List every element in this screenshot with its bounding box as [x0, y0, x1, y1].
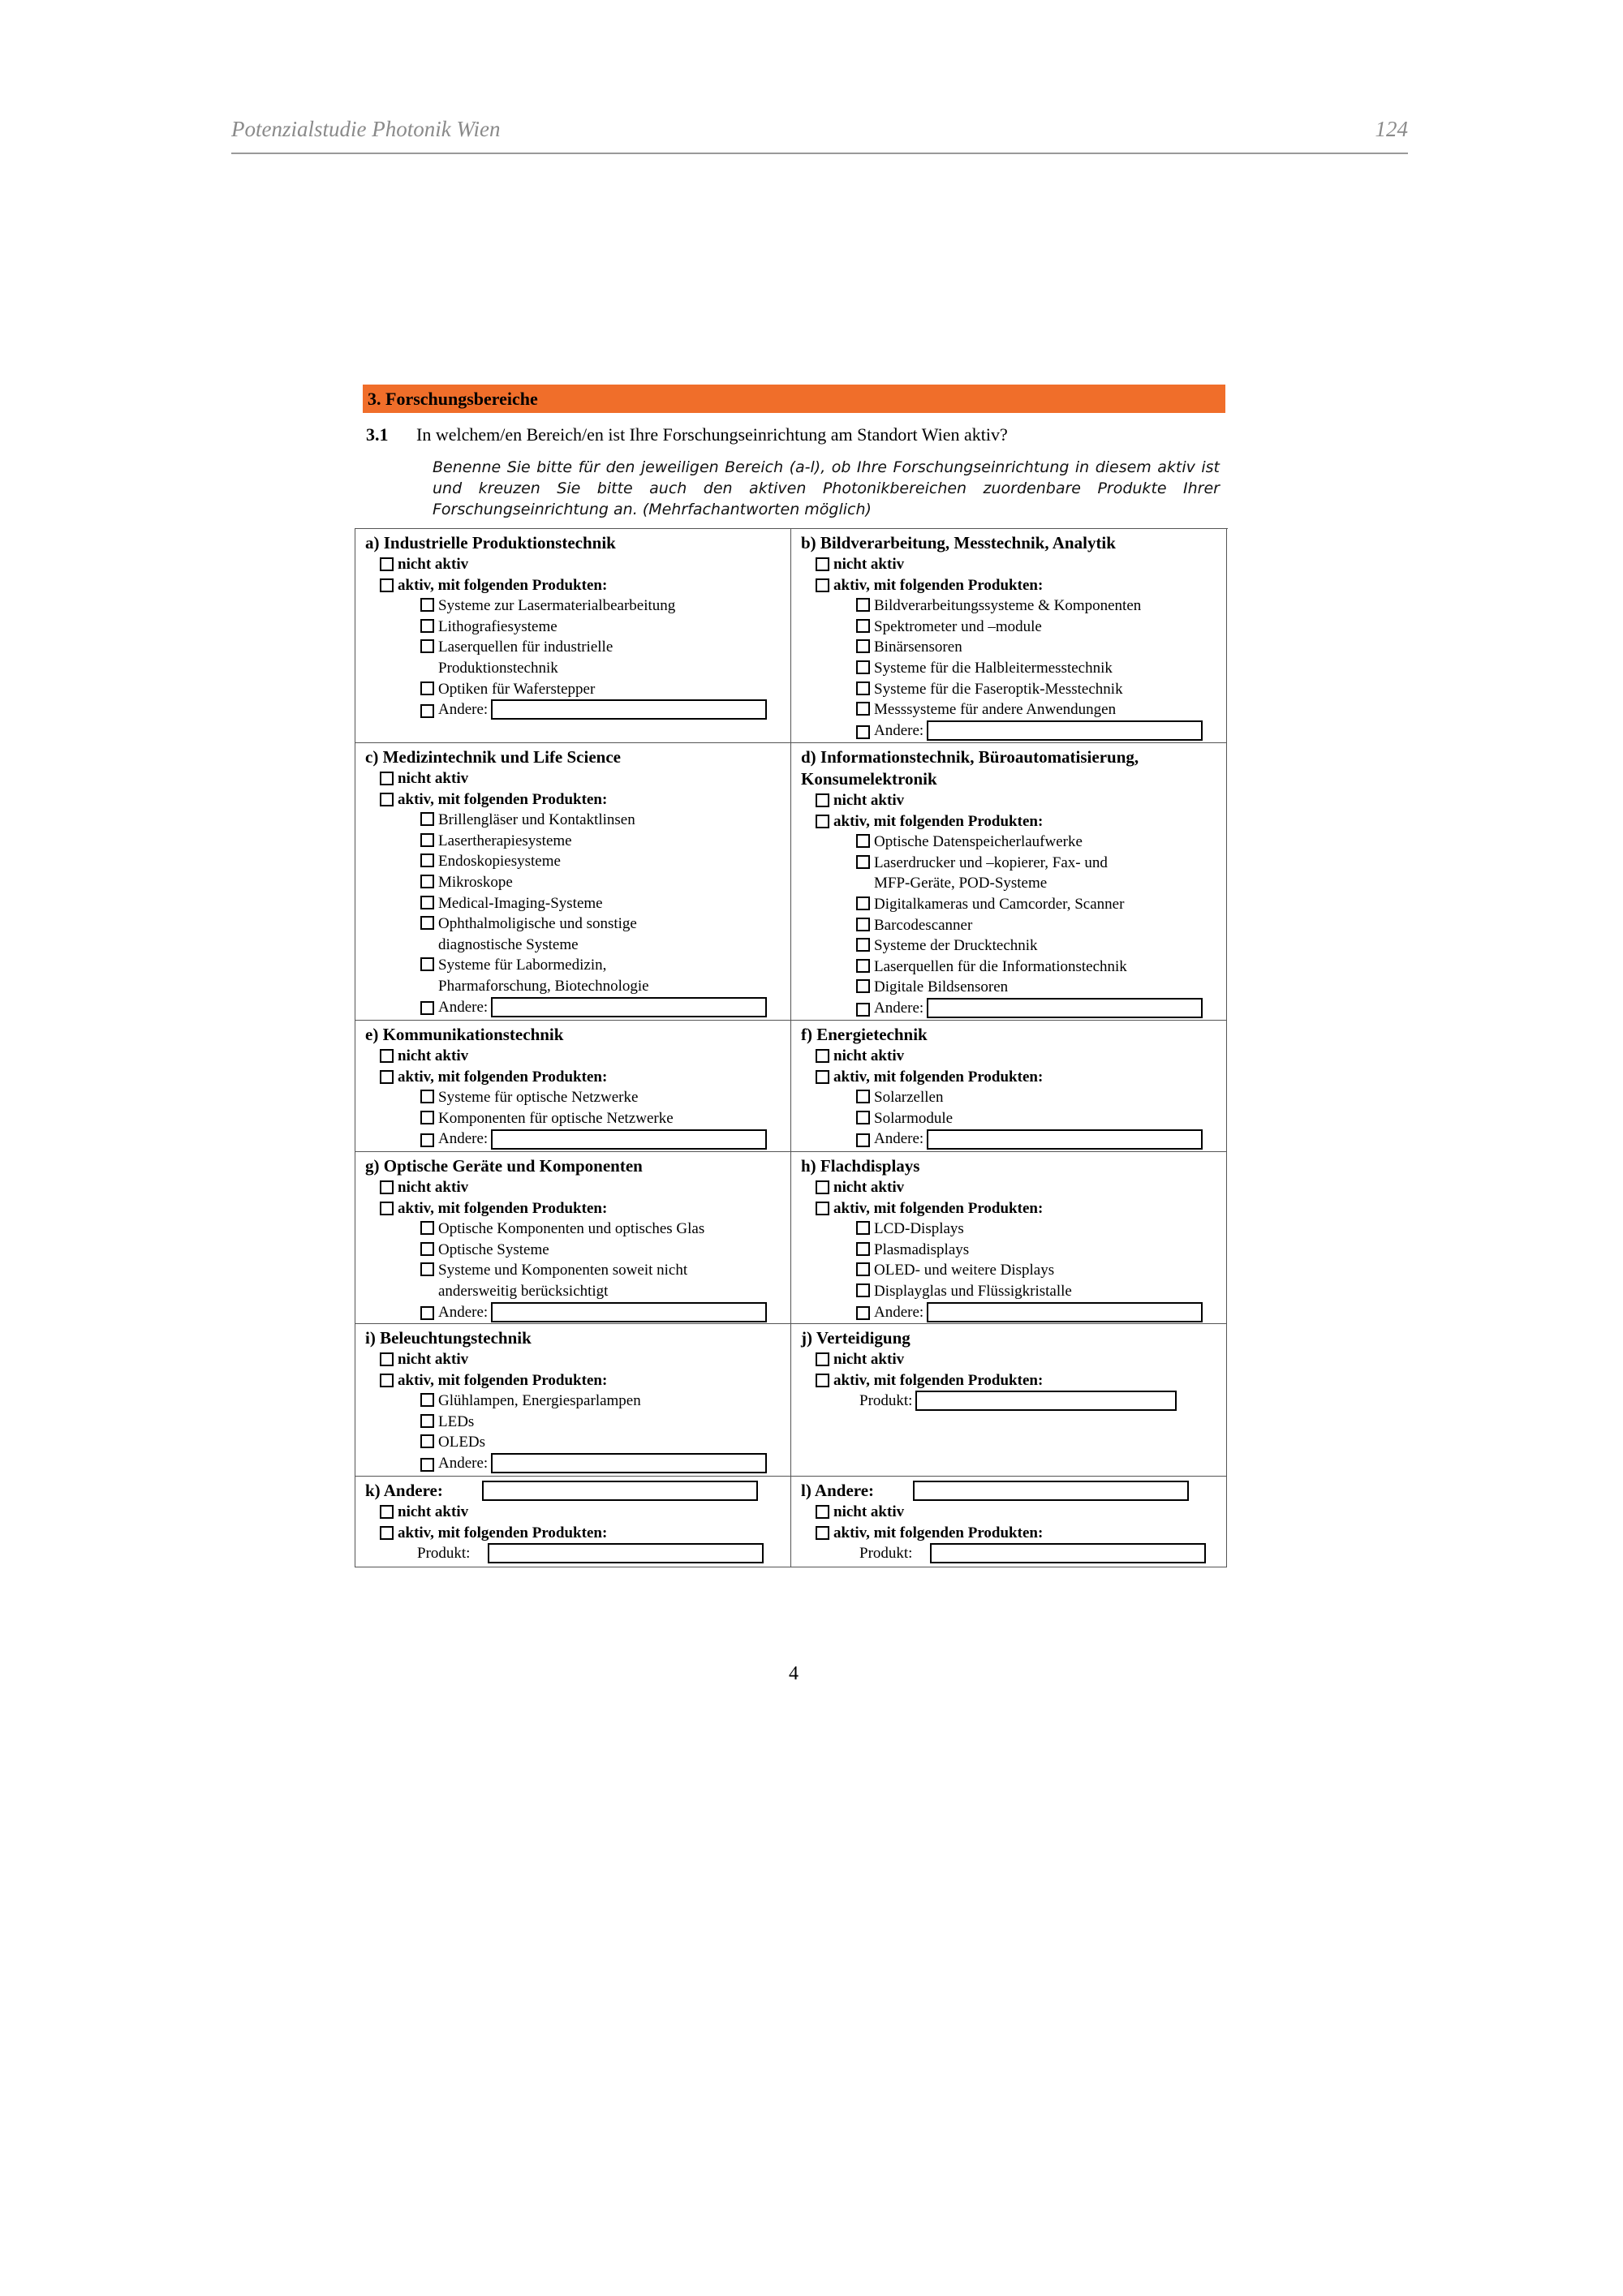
checkbox[interactable]	[856, 598, 870, 612]
checkbox[interactable]	[380, 772, 394, 785]
product-label: LEDs	[438, 1412, 475, 1430]
option-label: aktiv, mit folgenden Produkten:	[833, 1199, 1044, 1217]
other-option[interactable]	[420, 699, 784, 720]
section-title: 3. Forschungsbereiche	[363, 385, 1225, 413]
product-option[interactable]	[856, 915, 1220, 936]
other-input[interactable]	[927, 720, 1203, 741]
header-title: Potenzialstudie Photonik Wien	[231, 117, 501, 141]
product-option[interactable]	[856, 1219, 1220, 1240]
product-option[interactable]	[856, 679, 1220, 700]
cell-title: c) Medizintechnik und Life Science	[365, 747, 621, 767]
cell-title: i) Beleuchtungstechnik	[365, 1328, 532, 1348]
checkbox[interactable]	[420, 916, 434, 930]
checkbox[interactable]	[856, 979, 870, 993]
checkbox[interactable]	[856, 702, 870, 716]
checkbox[interactable]	[816, 578, 829, 592]
product-option[interactable]	[856, 595, 1220, 617]
checkbox[interactable]	[856, 639, 870, 653]
product-row	[859, 1543, 1220, 1564]
product-option[interactable]	[420, 1240, 784, 1261]
cell-d	[791, 743, 1227, 1021]
product-label: Spektrometer und –module	[874, 617, 1042, 635]
cell-i	[355, 1324, 791, 1477]
product-label: Systeme für Labormedizin,	[438, 957, 607, 974]
option-active[interactable]	[380, 1523, 784, 1544]
product-label: Laserquellen für die Informationstechnik	[874, 957, 1127, 975]
product-option[interactable]	[420, 1108, 784, 1129]
product-label: Ophthalmoligische und sonstige	[438, 915, 637, 933]
product-label: Produkt:	[859, 1545, 913, 1563]
option-active[interactable]	[816, 1523, 1220, 1544]
other-option[interactable]	[420, 1453, 784, 1474]
checkbox[interactable]	[420, 853, 434, 867]
option-label: nicht aktiv	[833, 1351, 905, 1368]
checkbox[interactable]	[420, 1221, 434, 1235]
product-option[interactable]	[420, 1412, 784, 1433]
product-label-continued: diagnostische Systeme	[438, 935, 579, 953]
answer-grid	[355, 528, 1228, 1567]
checkbox[interactable]	[420, 1111, 434, 1124]
product-label: Digitalkameras und Camcorder, Scanner	[874, 895, 1125, 913]
product-label: Glühlampen, Energiesparlampen	[438, 1392, 641, 1410]
checkbox[interactable]	[856, 1221, 870, 1235]
other-input[interactable]	[927, 1129, 1203, 1150]
product-option[interactable]	[856, 1240, 1220, 1261]
option-not-active[interactable]	[816, 1046, 1220, 1067]
option-label: nicht aktiv	[398, 556, 469, 573]
cell-title: l) Andere:	[801, 1481, 875, 1500]
option-label: aktiv, mit folgenden Produkten:	[833, 1068, 1044, 1086]
product-label: Plasmadisplays	[874, 1240, 970, 1258]
product-option[interactable]	[856, 637, 1220, 658]
checkbox[interactable]	[856, 1306, 870, 1320]
cell-g	[355, 1152, 791, 1324]
product-label: Endoskopiesysteme	[438, 853, 561, 871]
other-label: Andere:	[438, 1303, 489, 1321]
product-label: Messsysteme für andere Anwendungen	[874, 701, 1117, 719]
other-input[interactable]	[927, 998, 1203, 1018]
question	[366, 424, 1225, 445]
checkbox[interactable]	[856, 1262, 870, 1276]
checkbox[interactable]	[856, 918, 870, 931]
other-option[interactable]	[856, 720, 1220, 742]
product-row	[859, 1391, 1220, 1412]
product-label: Laserquellen für industrielle	[438, 638, 613, 656]
product-option[interactable]	[856, 1108, 1220, 1129]
product-label-continued: Pharmaforschung, Biotechnologie	[438, 977, 649, 995]
checkbox[interactable]	[380, 1049, 394, 1063]
cell-title: j) Verteidigung	[801, 1328, 911, 1348]
cell-b	[791, 529, 1227, 743]
cell-a	[355, 529, 791, 743]
other-option[interactable]	[856, 998, 1220, 1019]
cell-title: d) Informationstechnik, Büroautomatisierung,	[801, 747, 1139, 767]
checkbox[interactable]	[420, 598, 434, 612]
option-active[interactable]	[816, 811, 1220, 832]
checkbox[interactable]	[380, 793, 394, 806]
product-option[interactable]	[420, 1391, 784, 1412]
checkbox[interactable]	[420, 833, 434, 847]
option-label: aktiv, mit folgenden Produkten:	[398, 1371, 608, 1389]
product-label: Lithografiesysteme	[438, 617, 558, 635]
product-label: LCD-Displays	[874, 1220, 964, 1238]
checkbox[interactable]	[420, 639, 434, 653]
product-option[interactable]	[420, 637, 784, 658]
option-not-active[interactable]	[380, 554, 784, 575]
product-label: Systeme zur Lasermaterialbearbeitung	[438, 597, 676, 615]
option-label: nicht aktiv	[398, 1179, 469, 1196]
checkbox[interactable]	[816, 1352, 829, 1366]
cell-title: g) Optische Geräte und Komponenten	[365, 1156, 643, 1176]
product-option[interactable]	[856, 617, 1220, 638]
product-option[interactable]	[420, 955, 784, 976]
product-option[interactable]	[420, 1260, 784, 1281]
option-active[interactable]	[816, 575, 1220, 596]
other-label: Andere:	[874, 1303, 924, 1321]
other-option[interactable]	[420, 1129, 784, 1150]
cell-title: f) Energietechnik	[801, 1025, 928, 1044]
option-label: aktiv, mit folgenden Produkten:	[398, 790, 608, 808]
option-not-active[interactable]	[380, 1177, 784, 1198]
product-label: Optische Komponenten und optisches Glas	[438, 1220, 705, 1238]
cell-c	[355, 743, 791, 1021]
checkbox[interactable]	[816, 1049, 829, 1063]
option-not-active[interactable]	[816, 554, 1220, 575]
product-label: Lasertherapiesysteme	[438, 832, 572, 849]
product-option[interactable]	[420, 679, 784, 700]
checkbox[interactable]	[380, 1202, 394, 1215]
cell-e	[355, 1021, 791, 1152]
checkbox[interactable]	[816, 1505, 829, 1519]
option-active[interactable]	[380, 1370, 784, 1391]
product-label-continued: Produktionstechnik	[438, 659, 558, 677]
option-label: nicht aktiv	[833, 792, 905, 809]
other-input[interactable]	[491, 1302, 767, 1322]
checkbox[interactable]	[816, 1070, 829, 1084]
checkbox[interactable]	[856, 1090, 870, 1103]
option-not-active[interactable]	[380, 1502, 784, 1523]
product-label: Digitale Bildsensoren	[874, 978, 1009, 996]
option-label: nicht aktiv	[398, 770, 469, 787]
product-label: Optische Systeme	[438, 1240, 549, 1258]
product-option[interactable]	[856, 1087, 1220, 1108]
checkbox[interactable]	[380, 1180, 394, 1194]
other-label: Andere:	[438, 701, 489, 719]
product-label: Mikroskope	[438, 873, 513, 891]
product-label: Barcodescanner	[874, 916, 973, 934]
checkbox[interactable]	[816, 815, 829, 828]
cell-h	[791, 1152, 1227, 1324]
option-active[interactable]	[380, 789, 784, 810]
option-not-active[interactable]	[380, 1349, 784, 1370]
checkbox[interactable]	[420, 1306, 434, 1320]
product-label: Medical-Imaging-Systeme	[438, 894, 603, 912]
product-option[interactable]	[856, 957, 1220, 978]
product-option[interactable]	[420, 617, 784, 638]
checkbox[interactable]	[420, 1393, 434, 1407]
product-option[interactable]	[856, 977, 1220, 998]
checkbox[interactable]	[420, 1414, 434, 1428]
checkbox[interactable]	[380, 1070, 394, 1084]
product-label-continued: MFP-Geräte, POD-Systeme	[874, 875, 1048, 892]
checkbox[interactable]	[420, 1133, 434, 1147]
product-label: Systeme und Komponenten soweit nicht	[438, 1262, 688, 1279]
product-label: Optische Datenspeicherlaufwerke	[874, 833, 1083, 851]
product-label: Optiken für Waferstepper	[438, 680, 596, 698]
checkbox[interactable]	[856, 938, 870, 952]
product-label: Solarzellen	[874, 1089, 944, 1107]
checkbox[interactable]	[380, 578, 394, 592]
survey-form	[355, 385, 1225, 1567]
checkbox[interactable]	[856, 1242, 870, 1256]
cell-j	[791, 1324, 1227, 1477]
product-option[interactable]	[420, 595, 784, 617]
checkbox[interactable]	[856, 660, 870, 674]
checkbox[interactable]	[856, 1003, 870, 1017]
other-label: Andere:	[438, 998, 489, 1016]
option-not-active[interactable]	[816, 1349, 1220, 1370]
product-option[interactable]	[420, 810, 784, 831]
other-input[interactable]	[491, 1129, 767, 1150]
product-input[interactable]	[930, 1543, 1206, 1563]
product-label: Solarmodule	[874, 1109, 954, 1127]
option-label: aktiv, mit folgenden Produkten:	[398, 1524, 608, 1541]
cell-k	[355, 1477, 791, 1567]
option-active[interactable]	[380, 1067, 784, 1088]
product-option[interactable]	[856, 894, 1220, 915]
checkbox[interactable]	[816, 557, 829, 571]
checkbox[interactable]	[420, 1434, 434, 1448]
product-option[interactable]	[420, 1432, 784, 1453]
cell-title-continued: Konsumelektronik	[801, 769, 937, 789]
product-label: OLED- und weitere Displays	[874, 1262, 1055, 1279]
product-option[interactable]	[856, 1260, 1220, 1281]
product-label: Systeme für die Halbleitermesstechnik	[874, 659, 1113, 677]
checkbox[interactable]	[420, 875, 434, 888]
product-label: Produkt:	[859, 1392, 913, 1410]
option-label: aktiv, mit folgenden Produkten:	[398, 576, 608, 594]
product-row	[417, 1543, 784, 1564]
checkbox[interactable]	[420, 1001, 434, 1015]
cell-l	[791, 1477, 1227, 1567]
option-label: aktiv, mit folgenden Produkten:	[398, 1068, 608, 1086]
checkbox[interactable]	[420, 812, 434, 826]
product-label-continued: andersweitig berücksichtigt	[438, 1282, 609, 1300]
product-label: Bildverarbeitungssysteme & Komponenten	[874, 597, 1142, 615]
product-option[interactable]	[856, 853, 1220, 874]
other-input[interactable]	[491, 997, 767, 1017]
checkbox[interactable]	[856, 1283, 870, 1297]
cell-title: k) Andere:	[365, 1481, 443, 1500]
other-label: Andere:	[874, 1130, 924, 1148]
cell-title: h) Flachdisplays	[801, 1156, 920, 1176]
product-label: OLEDs	[438, 1434, 486, 1451]
checkbox[interactable]	[856, 1133, 870, 1147]
checkbox[interactable]	[816, 793, 829, 807]
product-label: Systeme für die Faseroptik-Messtechnik	[874, 680, 1123, 698]
product-label: Produkt:	[417, 1545, 471, 1563]
checkbox[interactable]	[420, 1262, 434, 1276]
other-label: Andere:	[874, 721, 924, 739]
option-active[interactable]	[380, 1198, 784, 1219]
checkbox[interactable]	[420, 896, 434, 909]
other-option[interactable]	[856, 1302, 1220, 1323]
question-instruction: Benenne Sie bitte für den jeweiligen Bereich (a-l), ob Ihre Forschungseinrichtung in diesem aktiv ist und kreuzen Sie bitte auch den aktiven Photonikbereichen zuordenbare Produkte Ihrer Forschungseinrichtung an. (Mehrfachantworten möglich)	[433, 458, 1220, 518]
product-option[interactable]	[856, 1281, 1220, 1302]
cell-title: e) Kommunikationstechnik	[365, 1025, 564, 1044]
other-input[interactable]	[927, 1302, 1203, 1322]
option-label: nicht aktiv	[833, 1047, 905, 1064]
checkbox[interactable]	[420, 1090, 434, 1103]
page-number: 4	[789, 1663, 799, 1684]
checkbox[interactable]	[380, 1374, 394, 1387]
option-active[interactable]	[380, 575, 784, 596]
question-text: In welchem/en Bereich/en ist Ihre Forschungseinrichtung am Standort Wien aktiv?	[416, 424, 1008, 445]
option-label: nicht aktiv	[833, 1503, 905, 1520]
checkbox[interactable]	[816, 1526, 829, 1540]
product-label: Brillengläser und Kontaktlinsen	[438, 811, 635, 829]
other-option[interactable]	[420, 1302, 784, 1323]
checkbox[interactable]	[816, 1180, 829, 1194]
other-input[interactable]	[491, 699, 767, 720]
checkbox[interactable]	[380, 1352, 394, 1366]
option-label: aktiv, mit folgenden Produkten:	[833, 1524, 1044, 1541]
checkbox[interactable]	[856, 1111, 870, 1124]
product-label: Displayglas und Flüssigkristalle	[874, 1282, 1072, 1300]
question-number: 3.1	[366, 424, 389, 445]
product-option[interactable]	[856, 658, 1220, 679]
option-not-active[interactable]	[816, 1177, 1220, 1198]
other-label: Andere:	[438, 1454, 489, 1472]
checkbox[interactable]	[816, 1202, 829, 1215]
option-not-active[interactable]	[380, 768, 784, 789]
option-not-active[interactable]	[816, 1502, 1220, 1523]
option-label: nicht aktiv	[398, 1047, 469, 1064]
option-label: nicht aktiv	[833, 1179, 905, 1196]
other-label: Andere:	[438, 1130, 489, 1148]
checkbox[interactable]	[856, 619, 870, 633]
checkbox[interactable]	[420, 681, 434, 695]
product-option[interactable]	[420, 1087, 784, 1108]
product-label: Laserdrucker und –kopierer, Fax- und	[874, 853, 1108, 871]
other-input[interactable]	[491, 1453, 767, 1473]
other-label: Andere:	[874, 999, 924, 1017]
area-name-input[interactable]	[482, 1481, 758, 1501]
cell-title: b) Bildverarbeitung, Messtechnik, Analytik	[801, 533, 1116, 553]
option-label: nicht aktiv	[398, 1351, 469, 1368]
product-label: Binärsensoren	[874, 638, 962, 656]
product-option[interactable]	[420, 831, 784, 852]
checkbox[interactable]	[816, 1374, 829, 1387]
other-option[interactable]	[856, 1129, 1220, 1150]
option-label: aktiv, mit folgenden Produkten:	[833, 812, 1044, 830]
cell-f	[791, 1021, 1227, 1152]
product-label: Systeme für optische Netzwerke	[438, 1089, 639, 1107]
option-label: aktiv, mit folgenden Produkten:	[833, 1371, 1044, 1389]
checkbox[interactable]	[856, 896, 870, 910]
checkbox[interactable]	[380, 1526, 394, 1540]
option-label: nicht aktiv	[398, 1503, 469, 1520]
checkbox[interactable]	[856, 959, 870, 973]
product-input[interactable]	[488, 1543, 764, 1563]
product-option[interactable]	[420, 872, 784, 893]
product-option[interactable]	[420, 914, 784, 935]
option-not-active[interactable]	[380, 1046, 784, 1067]
product-label: Systeme der Drucktechnik	[874, 937, 1038, 955]
checkbox[interactable]	[856, 725, 870, 739]
option-active[interactable]	[816, 1067, 1220, 1088]
cell-title: a) Industrielle Produktionstechnik	[365, 533, 616, 553]
other-option[interactable]	[420, 997, 784, 1018]
product-label: Komponenten für optische Netzwerke	[438, 1109, 674, 1127]
product-option[interactable]	[420, 1219, 784, 1240]
option-active[interactable]	[816, 1198, 1220, 1219]
checkbox[interactable]	[856, 855, 870, 869]
checkbox[interactable]	[856, 834, 870, 848]
checkbox[interactable]	[420, 1242, 434, 1256]
checkbox[interactable]	[420, 957, 434, 971]
option-active[interactable]	[816, 1370, 1220, 1391]
option-label: aktiv, mit folgenden Produkten:	[833, 576, 1044, 594]
checkbox[interactable]	[420, 619, 434, 633]
checkbox[interactable]	[420, 704, 434, 718]
area-name-input[interactable]	[913, 1481, 1189, 1501]
header-page-number: 124	[1375, 117, 1408, 141]
checkbox[interactable]	[856, 681, 870, 695]
product-option[interactable]	[420, 893, 784, 914]
product-input[interactable]	[915, 1391, 1177, 1411]
option-label: aktiv, mit folgenden Produkten:	[398, 1199, 608, 1217]
option-label: nicht aktiv	[833, 556, 905, 573]
product-option[interactable]	[420, 851, 784, 872]
product-option[interactable]	[856, 832, 1220, 853]
product-option[interactable]	[856, 935, 1220, 957]
checkbox[interactable]	[380, 557, 394, 571]
checkbox[interactable]	[380, 1505, 394, 1519]
checkbox[interactable]	[420, 1458, 434, 1472]
product-option[interactable]	[856, 699, 1220, 720]
option-not-active[interactable]	[816, 790, 1220, 811]
page-header	[231, 114, 1408, 154]
